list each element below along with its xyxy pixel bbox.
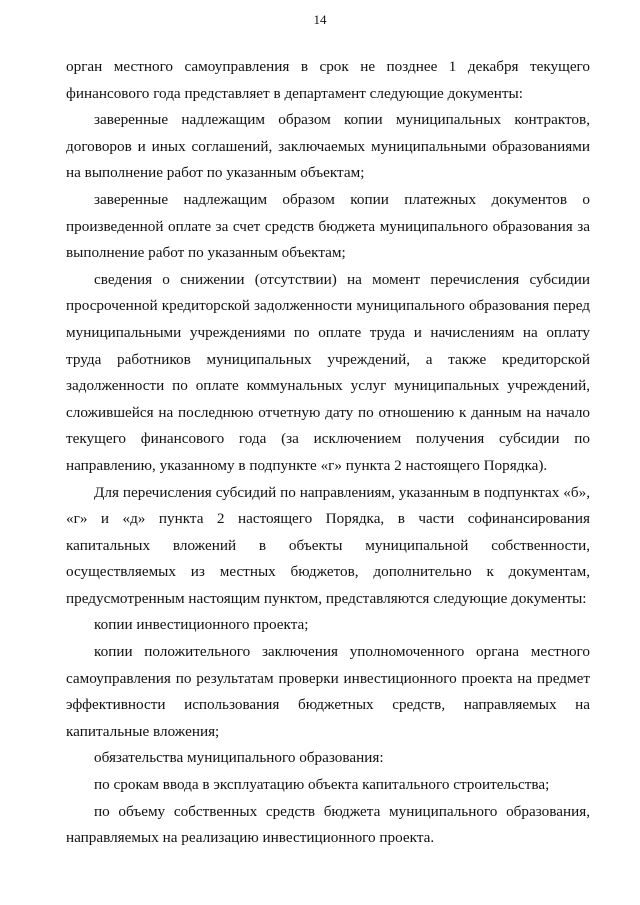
paragraph: по срокам ввода в эксплуатацию объекта капитального строительства; [94,776,550,794]
paragraph: копии инвестиционного проекта; [94,616,309,634]
paragraph: обязательства муниципального образования: [94,749,384,767]
paragraph: орган местного самоуправления в срок не позднее 1 декабря текущего финансового года представляет в департамент следующие документы: [66,58,590,102]
paragraph: заверенные надлежащим образом копии муниципальных контрактов, договоров и иных соглашений, заключаемых муниципальными образованиями на выполнение работ по указанным объектам; [66,111,590,182]
paragraph: сведения о снижении (отсутствии) на момент перечисления субсидии просроченной кредиторской задолженности муниципального образования перед муниципальными учреждениями по оплате труда и начислениям на оплату труда работников муниципальных учреждений, а также кредиторской задолженности по оплате коммунальных услуг муниципальных учреждений, сложившейся на последнюю отчетную дату по отношению к данным на начало текущего финансового года (за исключением получения субсидии по направлению, указанному в подпункте «г» пункта 2 настоящего Порядка). [66,270,590,474]
paragraph: Для перечисления субсидий по направлениям, указанным в подпунктах «б», «г» и «д» пункта 2 настоящего Порядка, в части софинансирования капитальных вложений в объекты муниципальной собственности, осуществляемых из местных бюджетов, дополнительно к документам, предусмотренным настоящим пунктом, представляются следующие документы: [66,483,590,607]
paragraph: копии положительного заключения уполномоченного органа местного самоуправления по результатам проверки инвестиционного проекта на предмет эффективности использования бюджетных средств, направляемых на капитальные вложения; [66,643,590,740]
page-number: 14 [313,12,327,27]
document-body [66,54,590,852]
paragraph: заверенные надлежащим образом копии платежных документов о произведенной оплате за счет средств бюджета муниципального образования за выполнение работ по указанным объектам; [66,190,590,262]
paragraph: по объему собственных средств бюджета муниципального образования, направляемых на реализацию инвестиционного проекта. [66,802,590,847]
